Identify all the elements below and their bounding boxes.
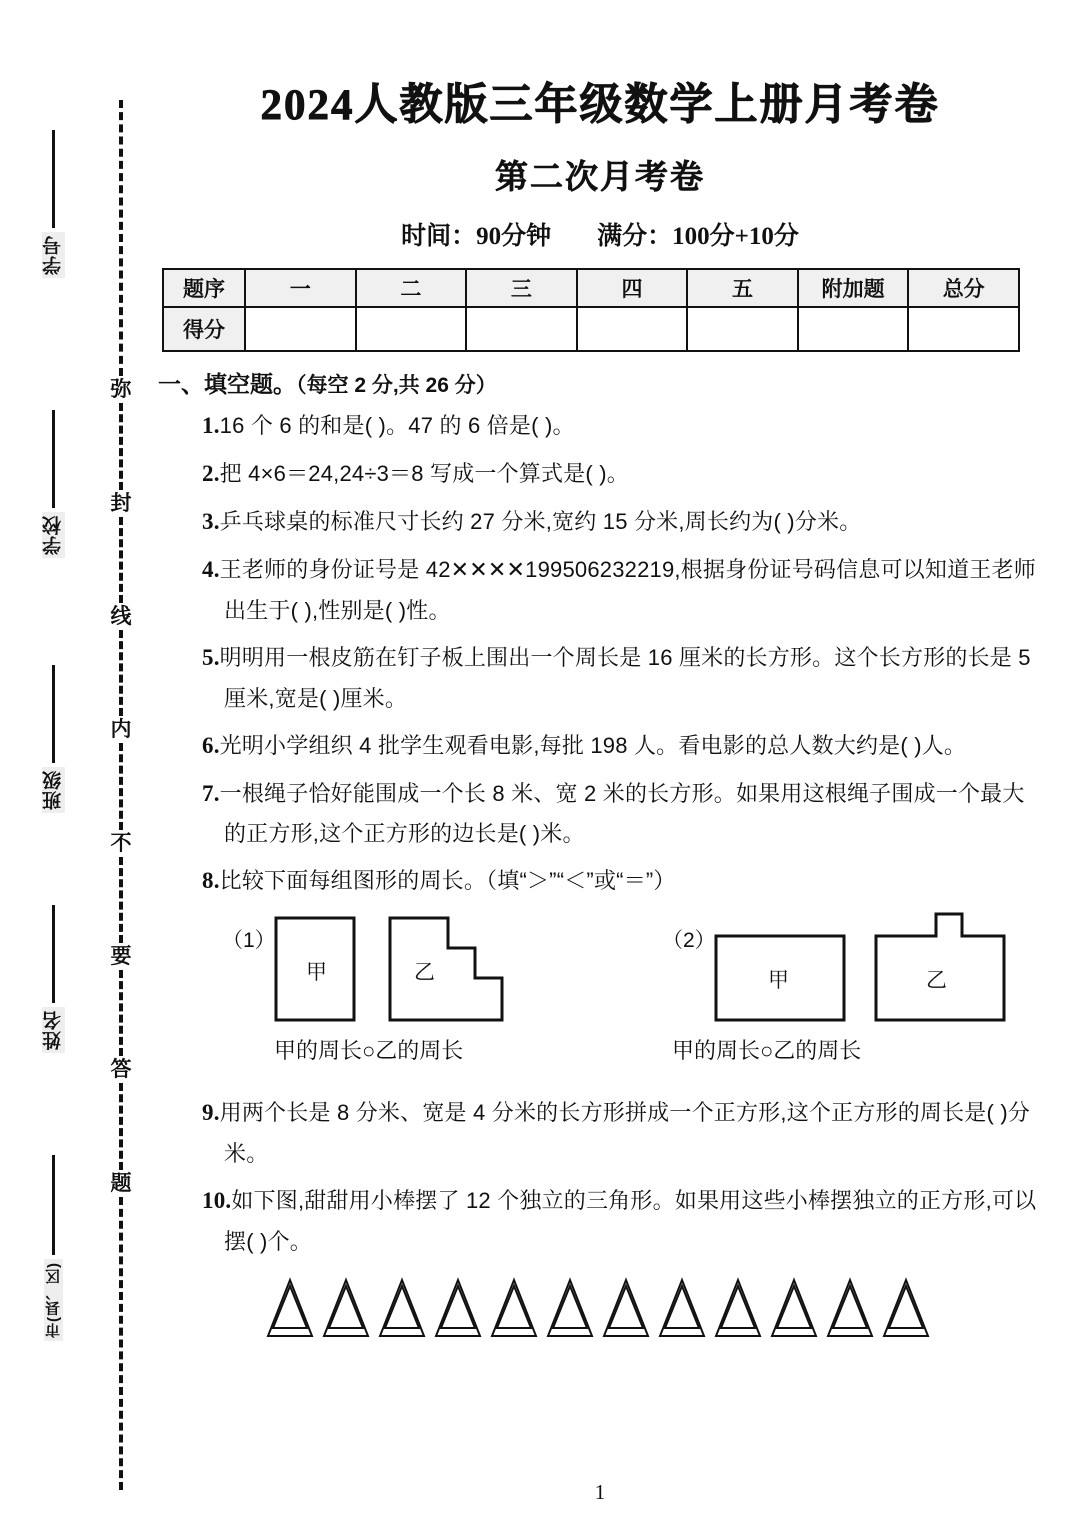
seal-char-1: 弥: [110, 378, 132, 402]
seal-dash-segment: [119, 970, 123, 1056]
stick-triangle: [436, 1280, 480, 1336]
page-subtitle: 第二次月考卷: [495, 160, 705, 197]
seal-dash-segment: [119, 1197, 123, 1491]
score-table-col-5: 五: [687, 269, 798, 307]
question-text: 王老师的身份证号是 42✕✕✕✕199506232219,根据身份证号码信息可以知道王老师出生于( ),性别是( )性。: [219, 556, 1036, 623]
question-text: 16 个 6 的和是( )。47 的 6 倍是( )。: [219, 413, 575, 439]
question-6: [202, 725, 1040, 767]
triangle-row-svg: [264, 1276, 936, 1342]
section-heading-fill-blank: [158, 366, 1040, 399]
shape-label-yi-1: 乙: [414, 961, 435, 985]
question-text: 用两个长是 8 分米、宽是 4 分米的长方形拼成一个正方形,这个正方形的周长是( )分米。: [219, 1100, 1031, 1167]
info-rule: [52, 665, 55, 763]
seal-dash-segment: [119, 100, 123, 376]
seal-dash-segment: [119, 1083, 123, 1169]
figure-group-1-caption: 甲的周长○乙的周长: [274, 1038, 464, 1064]
info-rule: [52, 410, 55, 508]
question-text: 一根绳子恰好能围成一个长 8 米、宽 2 米的长方形。如果用这根绳子围成一个最大的正方形,这个正方形的边长是( )米。: [219, 780, 1025, 847]
score-table-row-label-order: 题序: [163, 269, 245, 307]
figure-group-1-tag: （1）: [222, 929, 276, 953]
question-number: 6.: [202, 732, 220, 758]
seal-char-4: 内: [110, 718, 132, 742]
exam-meta: [160, 216, 1040, 252]
question-8: [202, 860, 1040, 902]
score-cell-4[interactable]: [577, 307, 688, 351]
seal-dashed-line: [104, 100, 138, 1490]
score-table-col-extra: 附加题: [798, 269, 909, 307]
stick-triangle: [660, 1280, 704, 1336]
question-7: [202, 773, 1040, 855]
question-number: 8.: [202, 868, 220, 894]
stick-triangle: [772, 1280, 816, 1336]
page-title: 2024人教版三年级数学上册月考卷: [260, 82, 940, 129]
stick-triangle: [548, 1280, 592, 1336]
info-label-xuehao: 学号: [42, 232, 65, 278]
seal-char-6: 要: [110, 944, 132, 968]
score-cell-5[interactable]: [687, 307, 798, 351]
question-3: [202, 501, 1040, 543]
question-number: 2.: [202, 461, 220, 487]
score-cell-3[interactable]: [466, 307, 577, 351]
stick-triangle: [604, 1280, 648, 1336]
question-number: 9.: [202, 1100, 220, 1126]
section-points: （每空 2 分,共 26 分）: [296, 374, 497, 398]
figure-group-2-tag: （2）: [662, 929, 716, 953]
question-number: 4.: [202, 556, 220, 582]
stick-triangle: [884, 1280, 928, 1336]
exam-page: [160, 0, 1040, 1527]
figure-group-2-caption: 甲的周长○乙的周长: [672, 1038, 862, 1064]
question-text: 如下图,甜甜用小棒摆了 12 个独立的三角形。如果用这些小棒摆独立的正方形,可以摆( )个。: [224, 1188, 1037, 1255]
figure-group-2-shapes: [710, 906, 1010, 1036]
shape-label-jia-1: 甲: [306, 961, 327, 985]
score-table-row-label-score: 得分: [163, 307, 245, 351]
info-rule: [52, 1155, 55, 1255]
seal-dash-segment: [119, 403, 123, 489]
seal-char-3: 线: [110, 604, 132, 628]
question-number: 3.: [202, 509, 220, 535]
question-2: [202, 453, 1040, 495]
stick-triangle: [380, 1280, 424, 1336]
info-rule: [52, 130, 55, 228]
info-label-xingming: 姓名: [42, 1007, 65, 1053]
question-text: 比较下面每组图形的周长。（填“＞”“＜”或“＝”）: [219, 868, 676, 894]
seal-dash-segment: [119, 743, 123, 829]
question-text: 明明用一根皮筋在钉子板上围出一个周长是 16 厘米的长方形。这个长方形的长是 5 厘米,宽是( )厘米。: [219, 644, 1031, 711]
seal-dash-segment: [119, 857, 123, 943]
stick-triangle: [716, 1280, 760, 1336]
stick-triangle: [268, 1280, 312, 1336]
score-cell-total[interactable]: [908, 307, 1019, 351]
seal-char-7: 答: [110, 1058, 132, 1082]
stick-triangle: [828, 1280, 872, 1336]
question-number: 7.: [202, 780, 220, 806]
score-cell-2[interactable]: [356, 307, 467, 351]
seal-dash-segment: [119, 517, 123, 603]
triangle-sticks-figure: [160, 1276, 1040, 1346]
stick-triangle: [324, 1280, 368, 1336]
exam-total-score-label: 满分：100分+10分: [597, 223, 799, 251]
seal-char-5: 不: [110, 831, 132, 855]
shape-pair-2-svg: [710, 906, 1010, 1031]
info-rule: [52, 905, 55, 1003]
seal-dash-segment: [119, 630, 123, 716]
exam-time-label: 时间：90分钟: [401, 223, 552, 251]
student-info-column: [18, 0, 88, 1527]
info-label-xuexiao: 学校: [42, 512, 65, 558]
question-text: 乒乓球桌的标准尺寸长约 27 分米,宽约 15 分米,周长约为( )分米。: [219, 509, 862, 535]
info-block-banji: [18, 665, 88, 813]
info-label-shixianqu: 市(县、区): [44, 1259, 63, 1341]
score-table: [162, 268, 1020, 352]
score-table-col-2: 二: [356, 269, 467, 307]
seal-char-2: 封: [110, 491, 132, 515]
question-number: 1.: [202, 413, 220, 439]
section-heading-text: 一、填空题。: [158, 371, 296, 398]
figure-group-1-shapes: [270, 906, 510, 1036]
question-1: [202, 405, 1040, 447]
question-text: 把 4×6＝24,24÷3＝8 写成一个算式是( )。: [219, 461, 629, 487]
question-9: [202, 1092, 1040, 1174]
score-table-col-4: 四: [577, 269, 688, 307]
score-cell-extra[interactable]: [798, 307, 909, 351]
shape-label-yi-2: 乙: [926, 969, 947, 993]
question-number: 10.: [202, 1188, 232, 1214]
page-number: 1: [594, 1480, 606, 1504]
score-table-col-1: 一: [245, 269, 356, 307]
seal-char-8: 题: [110, 1171, 132, 1195]
info-label-banji: 班级: [42, 767, 65, 813]
info-block-xingming: [18, 905, 88, 1053]
table-row-scores: [163, 307, 1019, 351]
question-8-figures: [202, 906, 1040, 1086]
score-cell-1[interactable]: [245, 307, 356, 351]
info-block-xuehao: [18, 130, 88, 278]
table-row-header: [163, 269, 1019, 307]
question-10: [202, 1180, 1040, 1262]
stick-triangle: [492, 1280, 536, 1336]
question-text: 光明小学组织 4 批学生观看电影,每批 198 人。看电影的总人数大约是( )人。: [219, 732, 967, 758]
question-5: [202, 637, 1040, 719]
score-table-col-total: 总分: [908, 269, 1019, 307]
info-block-xuexiao: [18, 410, 88, 558]
question-number: 5.: [202, 644, 220, 670]
score-table-col-3: 三: [466, 269, 577, 307]
info-block-shixianqu: [18, 1155, 88, 1341]
seal-margin: [0, 0, 160, 1527]
question-4: [202, 549, 1040, 631]
shape-label-jia-2: 甲: [768, 969, 789, 993]
